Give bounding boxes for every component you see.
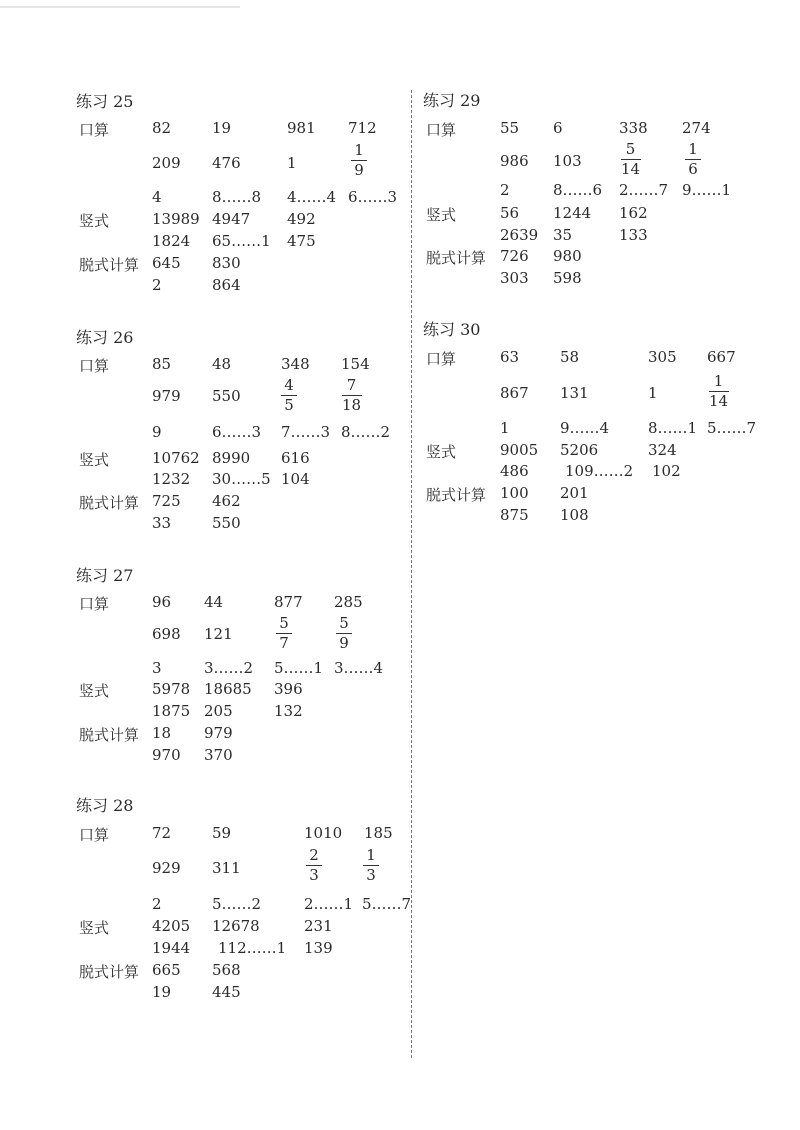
value: 139 xyxy=(304,939,333,957)
value: 8……8 xyxy=(212,188,262,206)
numerator: 2 xyxy=(309,846,319,864)
value: 303 xyxy=(500,269,529,287)
value: 5……7 xyxy=(707,419,757,437)
value: 8990 xyxy=(212,449,251,467)
section-title: 练习 27 xyxy=(76,566,134,585)
label-tuoshi: 脱式计算 xyxy=(79,494,140,512)
value: 56 xyxy=(500,204,520,222)
fraction xyxy=(351,142,367,179)
fraction xyxy=(620,141,641,178)
value: 9……1 xyxy=(682,181,732,199)
value: 475 xyxy=(287,232,316,250)
label-kousuan: 口算 xyxy=(79,357,110,375)
numerator: 1 xyxy=(366,846,376,864)
value: 4947 xyxy=(212,210,251,228)
label-tuoshi: 脱式计算 xyxy=(79,726,140,744)
section-title: 练习 26 xyxy=(76,328,134,347)
value: 102 xyxy=(652,462,681,480)
value: 2 xyxy=(152,276,162,294)
fraction xyxy=(685,141,701,178)
value: 9 xyxy=(152,423,162,441)
denominator: 9 xyxy=(354,161,364,179)
value: 185 xyxy=(364,824,393,842)
denominator: 14 xyxy=(621,160,641,178)
value: 112……1 xyxy=(218,939,287,957)
label-shushi: 竖式 xyxy=(79,682,110,700)
value: 1244 xyxy=(553,204,592,222)
value: 979 xyxy=(152,387,181,405)
fraction xyxy=(281,377,297,414)
value: 103 xyxy=(553,152,582,170)
value: 305 xyxy=(648,348,677,366)
value: 830 xyxy=(212,254,241,272)
value: 370 xyxy=(204,746,233,764)
value: 396 xyxy=(274,680,303,698)
value: 131 xyxy=(560,384,589,402)
value: 109……2 xyxy=(565,462,634,480)
value: 492 xyxy=(287,210,316,228)
value: 6 xyxy=(553,119,563,137)
value: 201 xyxy=(560,484,589,502)
value: 4 xyxy=(152,188,162,206)
value: 3……4 xyxy=(334,659,384,677)
value: 616 xyxy=(281,449,310,467)
label-shushi: 竖式 xyxy=(426,443,457,461)
value: 568 xyxy=(212,961,241,979)
value: 82 xyxy=(152,119,172,137)
value: 929 xyxy=(152,859,181,877)
value: 698 xyxy=(152,625,181,643)
value: 9……4 xyxy=(560,419,610,437)
value: 8……1 xyxy=(648,419,698,437)
value: 324 xyxy=(648,441,677,459)
value: 2……7 xyxy=(619,181,669,199)
value: 58 xyxy=(560,348,580,366)
value: 6……3 xyxy=(212,423,262,441)
value: 162 xyxy=(619,204,648,222)
fraction xyxy=(708,373,729,410)
value: 154 xyxy=(341,355,370,373)
value: 667 xyxy=(707,348,736,366)
value: 65……1 xyxy=(212,232,271,250)
value: 48 xyxy=(212,355,232,373)
fraction xyxy=(341,377,362,414)
label-shushi: 竖式 xyxy=(79,451,110,469)
value: 4205 xyxy=(152,917,191,935)
value: 1 xyxy=(648,384,658,402)
label-tuoshi: 脱式计算 xyxy=(79,963,140,981)
value: 19 xyxy=(212,119,232,137)
value: 18685 xyxy=(204,680,252,698)
section-title: 练习 29 xyxy=(423,91,481,110)
value: 30……5 xyxy=(212,470,271,488)
value: 598 xyxy=(553,269,582,287)
value: 10762 xyxy=(152,449,200,467)
value: 5978 xyxy=(152,680,191,698)
label-shushi: 竖式 xyxy=(426,206,457,224)
value: 7……3 xyxy=(281,423,331,441)
value: 979 xyxy=(204,724,233,742)
value: 980 xyxy=(553,247,582,265)
value: 725 xyxy=(152,492,181,510)
value: 8……6 xyxy=(553,181,603,199)
denominator: 14 xyxy=(709,392,729,410)
value: 274 xyxy=(682,119,711,137)
value: 486 xyxy=(500,462,529,480)
value: 121 xyxy=(204,625,233,643)
denominator: 18 xyxy=(342,396,362,414)
denominator: 3 xyxy=(309,866,319,884)
value: 462 xyxy=(212,492,241,510)
value: 96 xyxy=(152,593,172,611)
value: 3……2 xyxy=(204,659,254,677)
label-tuoshi: 脱式计算 xyxy=(426,249,487,267)
value: 108 xyxy=(560,506,589,524)
numerator: 1 xyxy=(354,141,364,159)
top-edge-line xyxy=(0,6,240,8)
value: 550 xyxy=(212,514,241,532)
value: 877 xyxy=(274,593,303,611)
section-title: 练习 25 xyxy=(76,92,134,111)
value: 12678 xyxy=(212,917,260,935)
numerator: 1 xyxy=(688,140,698,158)
value: 85 xyxy=(152,355,172,373)
value: 981 xyxy=(287,119,316,137)
label-kousuan: 口算 xyxy=(79,595,110,613)
value: 44 xyxy=(204,593,224,611)
numerator: 1 xyxy=(713,372,724,390)
value: 445 xyxy=(212,983,241,1001)
value: 1875 xyxy=(152,702,191,720)
label-kousuan: 口算 xyxy=(426,350,457,368)
denominator: 6 xyxy=(688,160,698,178)
value: 72 xyxy=(152,824,172,842)
value: 285 xyxy=(334,593,363,611)
label-kousuan: 口算 xyxy=(79,121,110,139)
value: 231 xyxy=(304,917,333,935)
value: 348 xyxy=(281,355,310,373)
fraction xyxy=(276,615,292,652)
numerator: 5 xyxy=(625,140,636,158)
label-kousuan: 口算 xyxy=(79,826,110,844)
value: 986 xyxy=(500,152,529,170)
value: 13989 xyxy=(152,210,200,228)
value: 1 xyxy=(500,419,510,437)
value: 132 xyxy=(274,702,303,720)
value: 645 xyxy=(152,254,181,272)
value: 1010 xyxy=(304,824,343,842)
value: 205 xyxy=(204,702,233,720)
value: 8……2 xyxy=(341,423,391,441)
value: 2 xyxy=(500,181,510,199)
value: 970 xyxy=(152,746,181,764)
value: 1944 xyxy=(152,939,191,957)
column-divider xyxy=(411,90,412,1058)
value: 5206 xyxy=(560,441,599,459)
value: 209 xyxy=(152,154,181,172)
value: 1824 xyxy=(152,232,191,250)
value: 338 xyxy=(619,119,648,137)
value: 6……3 xyxy=(348,188,398,206)
value: 59 xyxy=(212,824,232,842)
value: 476 xyxy=(212,154,241,172)
value: 55 xyxy=(500,119,520,137)
denominator: 5 xyxy=(284,396,294,414)
denominator: 9 xyxy=(339,634,349,652)
label-shushi: 竖式 xyxy=(79,919,110,937)
numerator: 4 xyxy=(284,376,294,394)
value: 712 xyxy=(348,119,377,137)
label-shushi: 竖式 xyxy=(79,212,110,230)
value: 18 xyxy=(152,724,172,742)
value: 2……1 xyxy=(304,895,354,913)
value: 311 xyxy=(212,859,241,877)
value: 63 xyxy=(500,348,520,366)
value: 1232 xyxy=(152,470,191,488)
value: 665 xyxy=(152,961,181,979)
value: 5……1 xyxy=(274,659,324,677)
label-tuoshi: 脱式计算 xyxy=(79,256,140,274)
value: 4……4 xyxy=(287,188,337,206)
value: 19 xyxy=(152,983,172,1001)
value: 875 xyxy=(500,506,529,524)
numerator: 5 xyxy=(339,614,349,632)
value: 5……7 xyxy=(362,895,412,913)
value: 9005 xyxy=(500,441,539,459)
label-kousuan: 口算 xyxy=(426,121,457,139)
denominator: 7 xyxy=(279,634,289,652)
value: 35 xyxy=(553,226,573,244)
value: 550 xyxy=(212,387,241,405)
value: 33 xyxy=(152,514,172,532)
value: 864 xyxy=(212,276,241,294)
value: 3 xyxy=(152,659,162,677)
value: 133 xyxy=(619,226,648,244)
value: 726 xyxy=(500,247,529,265)
label-tuoshi: 脱式计算 xyxy=(426,486,487,504)
fraction xyxy=(363,847,379,884)
numerator: 7 xyxy=(346,376,357,394)
value: 104 xyxy=(281,470,310,488)
fraction xyxy=(336,615,352,652)
value: 2 xyxy=(152,895,162,913)
value: 100 xyxy=(500,484,529,502)
denominator: 3 xyxy=(366,866,376,884)
value: 1 xyxy=(287,154,297,172)
section-title: 练习 30 xyxy=(423,320,481,339)
fraction xyxy=(306,847,322,884)
value: 2639 xyxy=(500,226,539,244)
numerator: 5 xyxy=(279,614,289,632)
value: 5……2 xyxy=(212,895,262,913)
section-title: 练习 28 xyxy=(76,796,134,815)
value: 867 xyxy=(500,384,529,402)
